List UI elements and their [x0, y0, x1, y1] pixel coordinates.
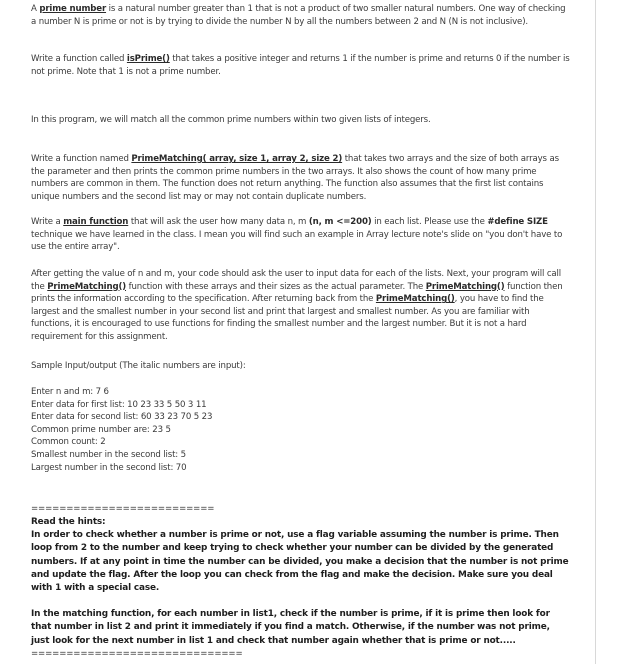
- prime-number-term: prime number: [39, 4, 107, 14]
- text-run: After getting the value of n and m, your code should ask the user to input data for each of the lists. Next, your program will call the: [31, 269, 562, 292]
- range-constraint: (n, m <=200): [308, 217, 372, 227]
- sample-line: Common count: 2: [31, 437, 106, 448]
- sample-line: Enter data for first list: 10 23 33 5 50 3 11: [31, 399, 207, 410]
- text-run: Write a: [31, 217, 64, 227]
- primematching-paragraph: [31, 153, 571, 203]
- text-run: , you have to find the largest and the smallest number in your second list and print that largest and smallest number. As you are familiar with functions, it is encouraged to use functions for finding the smallest number and the largest number. But it is not a hard requirement for this assignment.: [31, 294, 544, 342]
- sample-line: Enter data for second list: 60 33 23 70 5 23: [31, 412, 213, 423]
- text-run: A: [31, 4, 40, 14]
- sample-io-heading: Sample Input/output (The italic numbers are input):: [31, 361, 246, 371]
- divider-top: ==========================: [31, 504, 215, 514]
- hints-section: [31, 516, 571, 648]
- hint-matching: In the matching function, for each number in list1, check if the number is prime, if it is prime then look for that number in list 2 and print it immediately if you find a match. Otherwise, if the number was not prime, just look for the next number in list 1 and check that number again whether that is prime or not.....: [31, 609, 550, 646]
- sample-line: Smallest number in the second list: 5: [31, 449, 186, 460]
- text-run: that takes a positive integer and returns 1 if the number is prime and returns 0 if the number is not prime. Note that 1 is not a prime number.: [31, 54, 570, 77]
- text-run: is a natural number greater than 1 that is not a product of two smaller natural numbers. One way of checking a number N is prime or not is by trying to divide the number N by all the numbers between 2 and N (N is not inclusive).: [31, 4, 566, 27]
- text-run: function then prints the information according to the specification. After returning back from the: [31, 281, 563, 305]
- primematching-reference: PrimeMatching(): [375, 294, 455, 305]
- sample-io-block: [31, 386, 571, 474]
- text-run: function with these arrays and their sizes as the actual parameter. The: [126, 281, 426, 292]
- text-run: Write a function named: [31, 154, 132, 164]
- text-run: in each list. Please use the: [371, 217, 488, 227]
- isprime-function-name: isPrime(): [126, 54, 170, 64]
- text-run: Write a function called: [31, 54, 127, 64]
- text-run: technique we have learned in the class. I mean you will find such an example in Array lecture note's slide on "you don't have to use the entire array".: [31, 229, 563, 253]
- hints-title: Read the hints:: [31, 517, 106, 527]
- program-intro-paragraph: In this program, we will match all the common prime numbers within two given lists of integers.: [31, 115, 431, 125]
- define-size-term: #define SIZE: [487, 217, 548, 227]
- isprime-paragraph: [31, 53, 571, 78]
- hint-prime-check: In order to check whether a number is prime or not, use a flag variable assuming the number is prime. Then loop from 2 to the number and keep trying to check whether your number can be divided by the generated numbers. If at any point in time the number can be divided, you make a decision that the number is not prime and update the flag. After the loop you can check from the flag and make the decision. Make sure you deal with 1 with a special case.: [31, 530, 569, 594]
- primematching-reference: PrimeMatching(): [425, 281, 505, 292]
- text-run: that takes two arrays and the size of both arrays as the parameter and then prints the common prime numbers in the two arrays. It also shows the count of how many prime numbers are common in them. The function does not return anything. The function also assumes that the first list contains unique numbers and the second list may or may not contain duplicate numbers.: [31, 154, 559, 202]
- main-function-term: main function: [63, 217, 129, 227]
- sample-line: Enter n and m: 7 6: [31, 387, 109, 397]
- sample-line: Largest number in the second list: 70: [31, 462, 187, 473]
- primematching-signature: PrimeMatching( array, size 1, array 2, size 2): [131, 154, 343, 164]
- program-flow-paragraph: [31, 268, 571, 344]
- text-run: that will ask the user how many data n, m: [128, 217, 309, 227]
- prime-definition-paragraph: [31, 3, 571, 28]
- main-function-paragraph: [31, 216, 571, 254]
- sample-line: Common prime number are: 23 5: [31, 424, 171, 435]
- primematching-reference: PrimeMatching(): [47, 281, 127, 292]
- divider-bottom: ==============================: [31, 649, 243, 659]
